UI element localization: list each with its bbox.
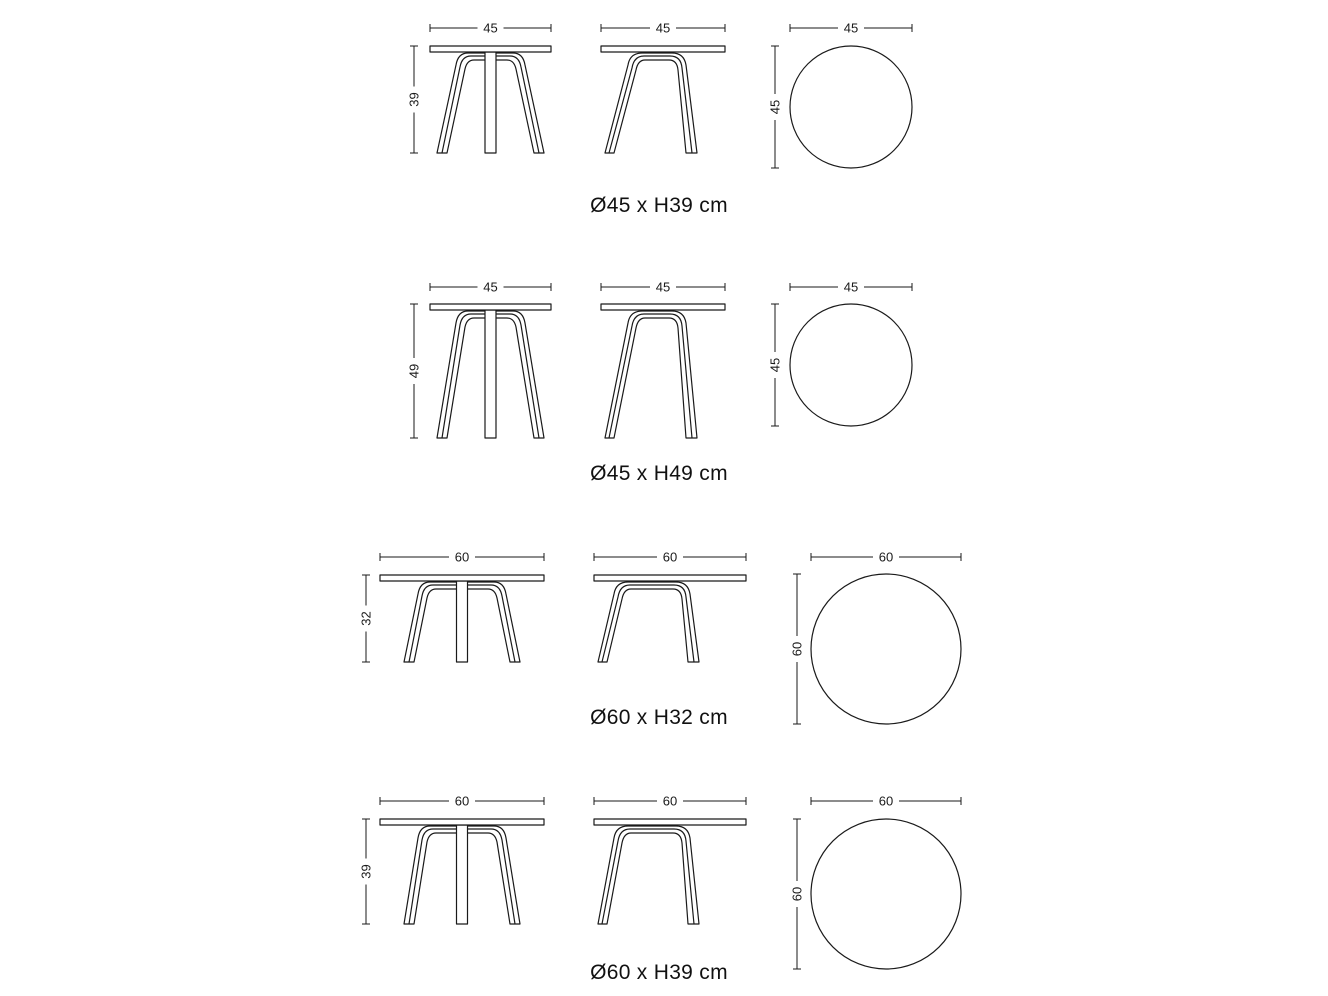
table-top — [594, 819, 746, 825]
round-tabletop — [790, 304, 912, 426]
table-variant — [359, 794, 962, 985]
top-depth-dimension-label: 60 — [789, 641, 805, 657]
side-width-dimension-label: 60 — [662, 793, 678, 809]
front-view — [407, 280, 552, 439]
table-top — [430, 304, 551, 310]
table-top — [601, 304, 725, 310]
center-leg — [457, 581, 468, 662]
top-width-dimension-label: 60 — [878, 793, 894, 809]
top-view — [790, 794, 962, 970]
size-caption: Ø45 x H39 cm — [590, 194, 728, 217]
center-leg — [457, 825, 468, 924]
table-top — [594, 575, 746, 581]
right-leg-group — [468, 582, 520, 662]
table-top — [601, 46, 725, 52]
table-variant — [359, 550, 962, 730]
table-variant — [407, 21, 913, 218]
table-top — [430, 46, 551, 52]
side-width-dimension-label: 45 — [655, 279, 671, 295]
front-view — [407, 21, 552, 154]
top-depth-dimension-label: 60 — [789, 886, 805, 902]
side-leg-frame — [605, 53, 697, 153]
round-tabletop — [811, 819, 961, 969]
top-depth-dimension-label: 45 — [767, 99, 783, 115]
size-caption: Ø45 x H49 cm — [590, 462, 728, 485]
front-width-dimension-label: 60 — [454, 549, 470, 565]
front-view — [359, 550, 545, 663]
top-view — [768, 21, 913, 169]
side-view — [601, 21, 725, 154]
center-leg — [485, 52, 496, 153]
front-height-dimension-label: 39 — [358, 864, 374, 879]
side-leg-frame — [605, 311, 697, 438]
round-tabletop — [790, 46, 912, 168]
front-width-dimension-label: 60 — [454, 793, 470, 809]
front-height-dimension-label: 49 — [406, 363, 422, 379]
front-view — [359, 794, 545, 925]
front-width-dimension-label: 45 — [483, 20, 498, 36]
right-leg-group — [497, 53, 545, 153]
side-leg-frame — [598, 826, 699, 924]
side-leg-frame — [598, 582, 699, 662]
side-view — [594, 550, 746, 663]
top-view — [768, 280, 913, 427]
right-leg-group — [468, 826, 520, 924]
front-width-dimension-label: 45 — [483, 279, 498, 295]
table-top — [380, 819, 544, 825]
table-top — [380, 575, 544, 581]
side-view — [594, 794, 746, 925]
top-view — [790, 550, 962, 725]
top-width-dimension-label: 45 — [843, 20, 859, 36]
left-leg — [437, 53, 485, 153]
center-leg — [485, 310, 496, 438]
right-leg — [497, 311, 545, 438]
size-caption: Ø60 x H32 cm — [590, 706, 728, 729]
side-width-dimension-label: 60 — [662, 549, 678, 565]
size-caption: Ø60 x H39 cm — [590, 961, 728, 984]
right-leg-group — [497, 311, 545, 438]
front-height-dimension-label: 39 — [406, 92, 422, 107]
top-depth-dimension-label: 45 — [767, 357, 783, 373]
top-width-dimension-label: 60 — [878, 549, 894, 565]
side-width-dimension-label: 45 — [655, 20, 671, 36]
right-leg — [497, 53, 545, 153]
top-width-dimension-label: 45 — [843, 279, 859, 295]
left-leg — [437, 311, 485, 438]
side-view — [601, 280, 725, 439]
round-tabletop — [811, 574, 961, 724]
table-variant — [407, 280, 913, 486]
front-height-dimension-label: 32 — [358, 611, 374, 626]
